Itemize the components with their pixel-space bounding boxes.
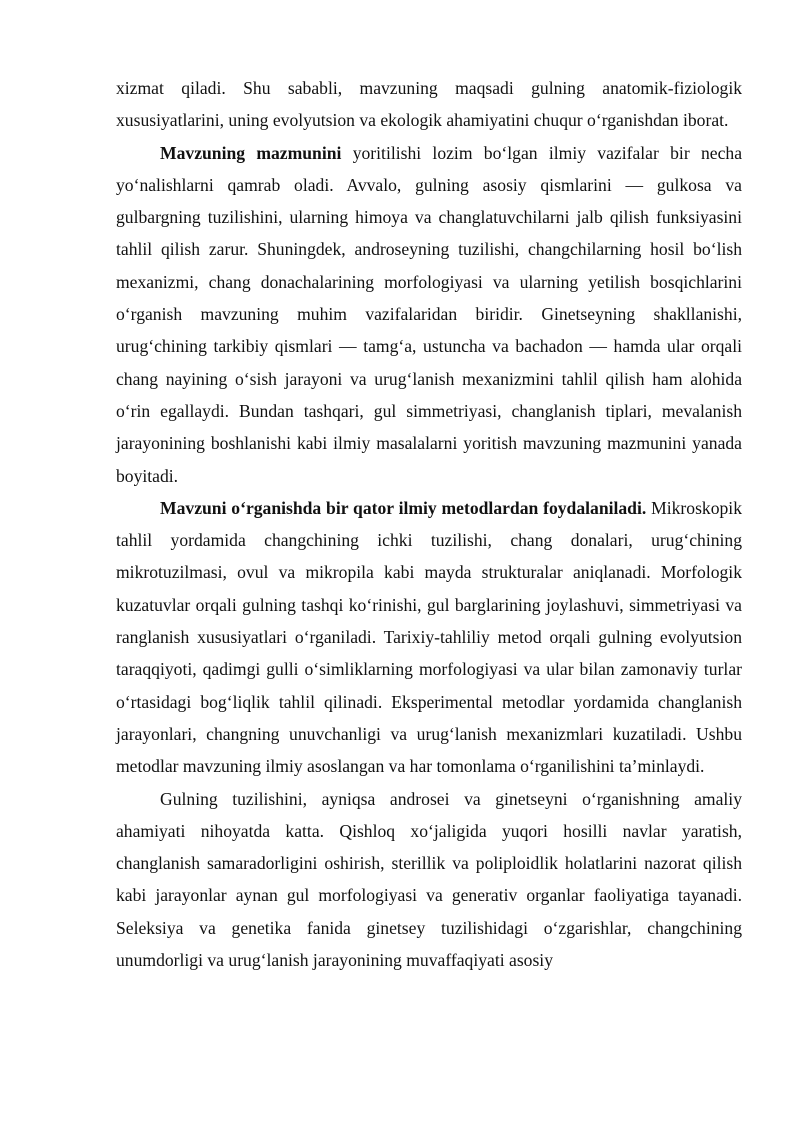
paragraph-2-text: yoritilishi lozim bo‘lgan ilmiy vazifalar bir necha yo‘nalishlarni qamrab oladi. Avvalo, gulning asosiy qismlarini — gulkosa va gulbargning tuzilishini, ularning himoya va changlatuvchilarni jalb qilish funksiyasini tahlil qilish zarur. Shuningdek, androseyning tuzilishi, changchilarning hosil bo‘lish mexanizmi, chang donachalarining morfologiyasi va ularning yetilish bosqichlarini o‘rganish mavzuning muhim vazifalaridan biridir. Ginetseyning shakllanishi, urug‘chining tarkibiy qismlari — tamg‘a, ustuncha va bachadon — hamda ular orqali chang nayining o‘sish jarayoni va urug‘lanish mexanizmini tahlil qilish ham alohida o‘rin egallaydi. Bundan tashqari, gul simmetriyasi, changlanish tiplari, mevalanish jarayonining boshlanishi kabi ilmiy masalalarni yoritish mavzuning mazmunini yanada boyitadi. [116, 142, 742, 486]
paragraph-3-lead: Mavzuni o‘rganishda bir qator ilmiy metodlardan foydalaniladi. [160, 497, 647, 518]
paragraph-3 [116, 492, 742, 783]
paragraph-1 [116, 72, 742, 137]
paragraph-1-text: xizmat qiladi. Shu sababli, mavzuning maqsadi gulning anatomik-fiziologik xususiyatlarini, uning evolyutsion va ekologik ahamiyatini chuqur o‘rganishdan iborat. [116, 78, 742, 131]
paragraph-4-text: Gulning tuzilishini, ayniqsa androsei va ginetseyni o‘rganishning amaliy ahamiyati nihoyatda katta. Qishloq xo‘jaligida yuqori hosilli navlar yaratish, changlanish samaradorligini oshirish, sterillik va poliploidlik holatlarini nazorat qilish kabi jarayonlar aynan gul morfologiyasi va generativ organlar faoliyatiga tayanadi. Seleksiya va genetika fanida ginetsey tuzilishidagi o‘zgarishlar, changchining unumdorligi va urug‘lanish jarayonining muvaffaqiyati asosiy [116, 788, 742, 971]
paragraph-2 [116, 137, 742, 492]
paragraph-2-lead: Mavzuning mazmunini [160, 142, 342, 163]
document-page [116, 72, 742, 976]
paragraph-4 [116, 783, 742, 977]
paragraph-3-text: Mikroskopik tahlil yordamida changchining ichki tuzilishi, chang donalari, urug‘chining mikrotuzilmasi, ovul va mikropila kabi mayda strukturalar aniqlanadi. Morfologik kuzatuvlar orqali gulning tashqi ko‘rinishi, gul barglarining joylashuvi, simmetriyasi va ranglanish xususiyatlari o‘rganiladi. Tarixiy-tahliliy metod orqali gulning evolyutsion taraqqiyoti, qadimgi gulli o‘simliklarning morfologiyasi va ular bilan zamonaviy turlar o‘rtasidagi bog‘liqlik tahlil qilinadi. Eksperimental metodlar yordamida changlanish jarayonlari, changning unuvchanligi va urug‘lanish mexanizmlari kuzatiladi. Ushbu metodlar mavzuning ilmiy asoslangan va har tomonlama o‘rganilishini ta’minlaydi. [116, 497, 742, 777]
